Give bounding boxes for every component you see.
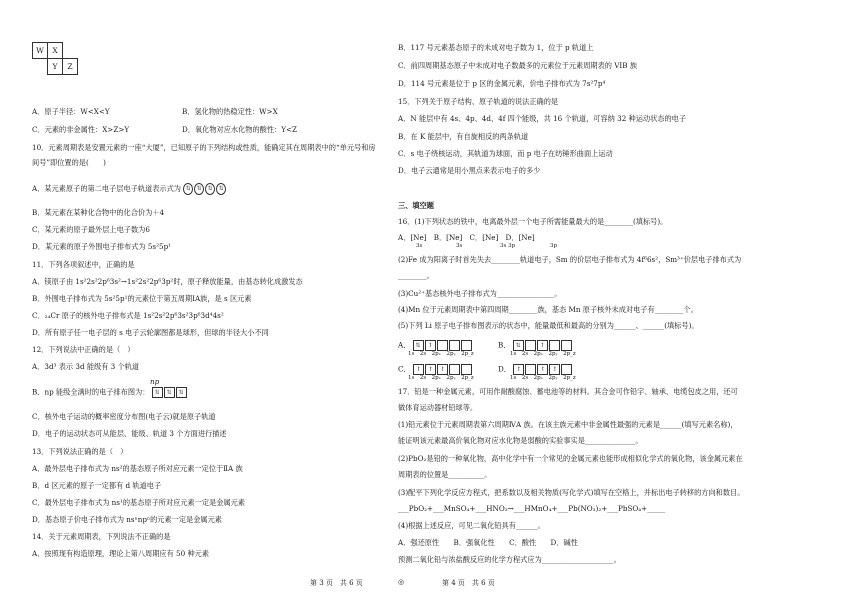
orbital-box-icon (525, 340, 536, 351)
q17-stem: 17．铅是一种金属元素，可用作耐酸腐蚀、蓄电池等的材料。其合金可作铅字、轴承、电缆包皮之用，还可 (398, 387, 738, 396)
q17-part4: (4)根据上述反应，可见二氧化铅具有______。 (398, 521, 545, 530)
orbital-box-icon (449, 364, 460, 375)
q15-option-d: D．电子云通常是用小黑点来表示电子的多少 (398, 166, 541, 175)
q11-option-a: A．镁原子由 1s²2s²2p⁶3s²→1s²2s²2p⁶3p²时，原子释放能量，由基态转化成激发态 (32, 277, 303, 286)
grid-cell: Y (48, 59, 63, 75)
q16-sublabel: 3s (456, 243, 463, 249)
q17-part3: (3)配平下列化学反应方程式，把系数以及相关物质(写化学式)填写在空格上，并标出电子转移的方向和数目。 (398, 488, 745, 497)
q17-part4-options: A．强还原性 B．强氧化性 C．酸性 D．碱性 (398, 538, 578, 547)
q10-option-a (32, 183, 227, 195)
orbital-box-icon (549, 340, 560, 351)
q13-option-a: A．最外层电子排布式为 ns²的基态原子所对应元素一定位于ⅡA 族 (32, 464, 243, 473)
orbital-labels-a: 1s 2s 2pₓ 2pᵧ 2p_z (408, 351, 474, 357)
q12-option-b (32, 387, 188, 398)
q17-stem-2: 做体育运动器材铅球等。 (398, 403, 478, 412)
orbital-box-icon: ⇅ (513, 340, 524, 351)
q15-stem: 15．下列关于原子结构、原子轨道的说法正确的是 (398, 97, 559, 106)
li-option-c-label: C． (398, 364, 411, 374)
li-option-b (498, 340, 573, 351)
orbital-box-icon (437, 340, 448, 351)
q15-option-a: A．N 能层中有 4s、4p、4d、4f 四个能级，共 16 个轨道，可容纳 32 种运动状态的电子 (398, 114, 687, 123)
q16-sublabel: 3s 3p (500, 243, 516, 249)
element-grid (32, 42, 78, 75)
center-mark: ◎ (398, 578, 405, 586)
q17-part1: (1)铅元素位于元素周期表第六周期ⅣA 族。在该主族元素中非金属性最强的元素是______(填写元素名称)， (398, 420, 738, 429)
grid-cell: Z (63, 59, 78, 75)
li-option-c (398, 364, 473, 375)
q15-option-b: B．在 K 能层中，有自旋相反的两条轨道 (398, 132, 529, 141)
orbital-box-icon: ⇅ (164, 387, 175, 398)
orbital-box-icon: ↑ (425, 340, 436, 351)
q10-option-c: C．某元素的原子最外层上电子数为6 (32, 225, 150, 234)
q14-stem: 14．关于元素周期表，下列说法不正确的是 (32, 532, 171, 541)
q13-stem: 13．下列说法正确的是（ ） (32, 447, 128, 456)
orbital-box-icon (561, 340, 572, 351)
q14-option-a: A．按照现有构造原理，理论上第八周期应有 50 种元素 (32, 549, 210, 558)
orbital-pair-icon: ⇅ (205, 183, 215, 195)
orbital-labels-b: 1s 2s 2pₓ 2pᵧ 2p_z (510, 351, 576, 357)
orbital-box-icon (461, 340, 472, 351)
q10-stem: 10．元素周期表是安置元素的一座“大厦”，已知原子的下列结构或性质，能确定其在周期表中的“单元号和房 (32, 143, 376, 152)
q12-option-a: A．3d³ 表示 3d 能级有 3 个轨道 (32, 362, 140, 371)
li-option-a (398, 340, 473, 351)
q12-stem: 12．下列说法中正确的是（ ） (32, 345, 135, 354)
q16-part4: (4)Mn 位于元素周期表中第四周期________族，基态 Mn 原子核外未成对电子有________个。 (398, 305, 698, 314)
q17-part4-predict: 预测二氧化铅与浓盐酸反应的化学方程式应为____________________。 (398, 555, 621, 564)
grid-cell: W (33, 43, 48, 59)
q9-option-a: A．原子半径：W<X<Y (32, 107, 110, 116)
q10-stem-2: 间号”即位置的是( ) (32, 158, 106, 167)
li-option-d (498, 364, 573, 375)
li-option-b-label: B． (498, 340, 511, 350)
q11-option-b: B．外围电子排布式为 5s²5p¹的元素位于第五周期ⅠA族，是 s 区元素 (32, 294, 252, 303)
q10-option-d: D．某元素的原子外围电子排布式为 5s²5p¹ (32, 242, 172, 251)
grid-cell: X (48, 43, 63, 59)
q16-part3: (3)Cu²⁺基态核外电子排布式为________________。 (398, 289, 562, 298)
li-option-d-label: D． (498, 364, 511, 374)
q13-option-b: B．d 区元素的原子一定都有 d 轨道电子 (32, 481, 162, 490)
orbital-box-icon: ⇅ (413, 340, 424, 351)
q9-option-c: C．元素的非金属性：X>Z>Y (32, 125, 130, 134)
q16-part5: (5)下列 Li 原子电子排布图表示的状态中，能量最低和最高的分别为______、______(填标号)。 (398, 321, 699, 330)
q14-option-d: D．114 号元素是位于 p 区的金属元素，价电子排布式为 7s²7p⁴ (398, 79, 606, 88)
q14-option-b: B．117 号元素基态原子的未成对电子数为 1，位于 p 轨道上 (398, 43, 594, 52)
q9-option-b: B．氢化物的热稳定性：W>X (182, 107, 278, 116)
orbital-labels-c: 1s 2s 2pₓ 2pᵧ 2p_z (408, 375, 474, 381)
orbital-box-icon (461, 364, 472, 375)
q15-option-c: C．s 电子绕核运动，其轨道为球面，而 p 电子在纺锤形曲面上运动 (398, 149, 613, 158)
page-number-left: 第 3 页 共 6 页 (310, 579, 363, 587)
orbital-pair-icon: ⇅ (194, 183, 204, 195)
q12-option-d: D．电子的运动状态可从能层、能级、轨道 3 个方面进行描述 (32, 429, 227, 438)
q10-option-b: B．某元素在某种化合物中的化合价为＋4 (32, 208, 165, 217)
orbital-box-icon: ⇅ (152, 387, 163, 398)
q17-equation: ___PbO₂+___MnSO₄+___HNO₃→___HMnO₄+___Pb(NO₃)₂+___PbSO₄+_____ (398, 504, 666, 513)
page-number-right: 第 4 页 共 6 页 (442, 579, 495, 587)
q12-option-c: C．核外电子运动的概率密度分布图(电子云)就是原子轨道 (32, 412, 216, 421)
grid-cell (63, 43, 78, 59)
q16-sublabel: 3p (550, 243, 558, 249)
np-label: np (150, 377, 160, 386)
orbital-box-icon: ↑ (437, 364, 448, 375)
orbital-box-icon: ↑ (413, 364, 424, 375)
q17-part2: (2)PbO₂是铅的一种氧化物，高中化学中有一个常见的金属元素也能形成相似化学式的氧化物，该金属元素在 (398, 454, 743, 463)
orbital-box-icon (525, 364, 536, 375)
q13-option-d: D．基态原子价电子排布式为 nsⁿnpⁿ的元素一定是金属元素 (32, 515, 222, 524)
orbital-box-icon (449, 340, 460, 351)
orbital-box-icon: ↑ (513, 364, 524, 375)
q11-stem: 11．下列各项叙述中，正确的是 (32, 260, 135, 269)
q14-option-c: C．前四周期基态原子中未成对电子数最多的元素位于元素周期表的 VIB 族 (398, 61, 638, 70)
grid-cell (33, 59, 48, 75)
orbital-box-icon: ↑ (549, 364, 560, 375)
orbital-box-icon (561, 364, 572, 375)
orbital-box-icon: ↑ (425, 364, 436, 375)
q16-stem: 16．(1)下列状态的铁中，电离最外层一个电子所需能量最大的是________(填标号)。 (398, 217, 668, 226)
orbital-pair-icon: ⇅ (216, 183, 226, 195)
q10-option-a-text: A．某元素原子的第二电子层电子轨道表示式为 (32, 184, 181, 193)
orbital-box-icon: ⇅ (176, 387, 187, 398)
q9-option-d: D．氧化物对应水化物的酸性：Y<Z (182, 125, 297, 134)
q17-part1-2: 能证明该元素最高价氧化物对应水化物是弱酸的实验事实是______________。 (398, 436, 643, 445)
q17-part2-2: 周期表的位置是__________。 (398, 470, 492, 479)
q12-option-b-text: B．np 能级全满时的电子排布图为： (32, 387, 150, 397)
orbital-box-icon: ↑ (537, 340, 548, 351)
q11-option-d: D．所有原子任一电子层的 s 电子云轮廓图都是球形，但球的半径大小不同 (32, 328, 269, 337)
orbital-labels-d: 1s 2s 2pₓ 2pᵧ 2p_z (510, 375, 576, 381)
orbital-pair-icon: ⇅ (183, 183, 193, 195)
q16-sublabel: 3s (416, 243, 423, 249)
q11-option-c: C．₂₄Cr 原子的核外电子排布式是 1s²2s²2p⁶3s²3p⁶3d⁴4s² (32, 311, 224, 320)
section-heading: 三、填空题 (398, 201, 434, 210)
li-option-a-label: A． (398, 340, 411, 350)
q16-part2: (2)Fe 成为阳离子时首先失去________轨道电子，Sm 的价层电子排布式为 4f⁶6s²，Sm³⁺价层电子排布式为 (398, 255, 742, 264)
orbital-box-icon: ↑ (537, 364, 548, 375)
q16-part2-2: ________。 (398, 271, 434, 280)
q13-option-c: C．最外层电子排布式为 ns¹的基态原子所对应元素一定是金属元素 (32, 498, 246, 507)
q16-options: A．[Ne] B．[Ne] C．[Ne] D．[Ne] (398, 233, 535, 242)
